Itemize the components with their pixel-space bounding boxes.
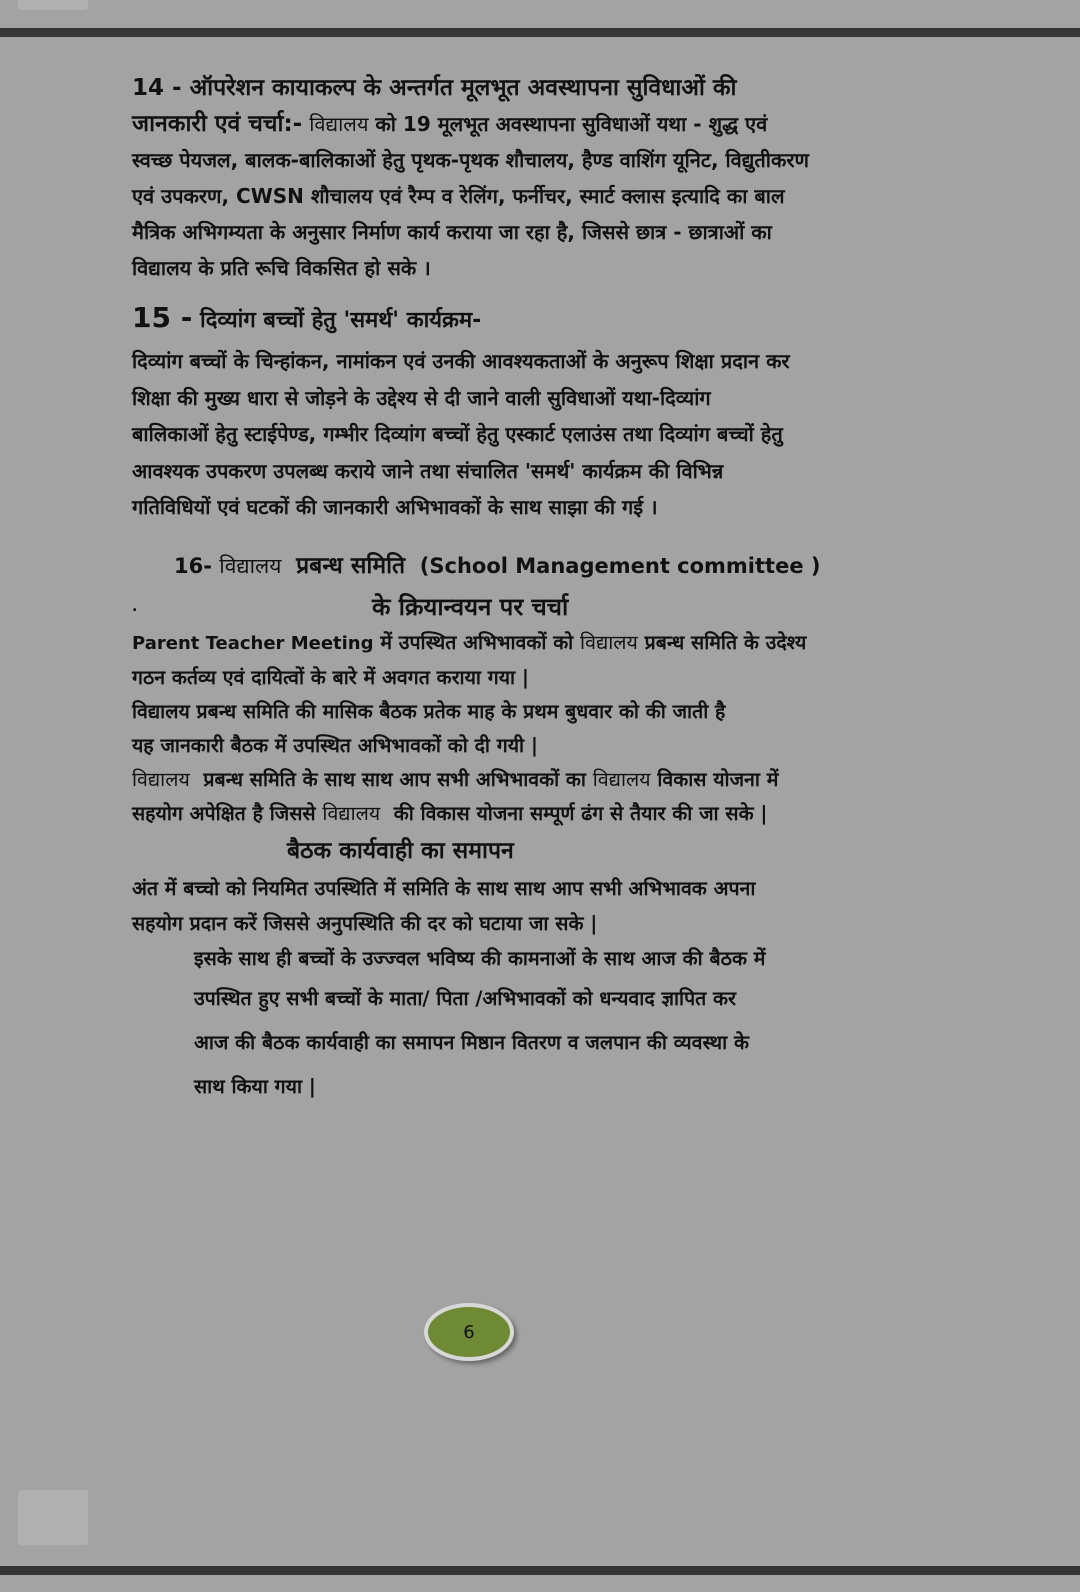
ptm-text: Parent Teacher Meeting (132, 632, 374, 654)
section-14-text: को 19 मूलभूत अवस्थापना सुविधाओं यथा - शुद्ध एवं (375, 112, 768, 136)
page-number-badge: 6 (424, 1303, 514, 1361)
section-16-number: 16- (174, 553, 212, 578)
section-15-line: दिव्यांग बच्चों के चिन्हांकन, नामांकन एवं उनकी आवश्यकताओं के अनुरूप शिक्षा प्रदान कर (132, 349, 790, 373)
section-16-line (132, 797, 962, 831)
section-16-vidyalay: विद्यालय (219, 553, 282, 578)
section-16-vidyalay: विद्यालय (580, 630, 638, 654)
section-15-line: गतिविधियों एवं घटकों की जानकारी अभिभावकों के साथ साझा की गई । (132, 495, 658, 519)
section-14-line: विद्यालय के प्रति रूचि विकसित हो सके । (132, 256, 431, 280)
scroll-bottom-tab (18, 1490, 88, 1545)
section-16-line (132, 763, 962, 797)
section-16-body (132, 626, 962, 831)
scroll-top-tab (18, 0, 88, 10)
section-16-text: प्रबन्ध समिति के उदेश्य (644, 630, 807, 654)
page-bottom-border (0, 1566, 1080, 1575)
section-15-line: आवश्यक उपकरण उपलब्ध कराये जाने तथा संचालित 'समर्थ' कार्यक्रम की विभिन्न (132, 458, 724, 483)
section-15-body (132, 343, 962, 526)
section-16-text: की विकास योजना सम्पूर्ण ढंग से तैयार की जा सके | (393, 801, 768, 825)
closing-indented-paragraph (132, 941, 962, 1109)
closing-line: सहयोग प्रदान करें जिससे अनुपस्थिति की दर को घटाया जा सके | (132, 911, 598, 935)
stray-dot: . (132, 598, 138, 615)
section-14-line (132, 106, 962, 142)
section-14 (132, 70, 962, 286)
section-16-vidyalay: विद्यालय (322, 801, 381, 825)
section-16-vidyalay: विद्यालय (592, 767, 651, 791)
section-14-line: मैत्रिक अभिगम्यता के अनुसार निर्माण कार्य कराया जा रहा है, जिससे छात्र - छात्राओं का (132, 220, 772, 244)
page-top-border (0, 28, 1080, 37)
closing-line: अंत में बच्चो को नियमित उपस्थिति में समिति के साथ साथ आप सभी अभिभावक अपना (132, 876, 756, 900)
section-16-heading (132, 544, 962, 588)
document-page (132, 70, 962, 1109)
section-16-line: यह जानकारी बैठक में उपस्थित अभिभावकों को दी गयी | (132, 733, 539, 757)
section-16-text: प्रबन्ध समिति के साथ साथ आप सभी अभिभावकों का (203, 767, 586, 791)
section-15-line: शिक्षा की मुख्य धारा से जोड़ने के उद्देश्य से दी जाने वाली सुविधाओं यथा-दिव्यांग (132, 385, 711, 410)
section-16-english: (School Management committee ) (419, 553, 821, 578)
section-16-vidyalay: विद्यालय (132, 767, 190, 791)
section-15-title: दिव्यांग बच्चों हेतु 'समर्थ' कार्यक्रम- (200, 308, 482, 333)
section-15-number: 15 - (132, 301, 193, 334)
closing-body (132, 871, 962, 941)
section-16-text: विकास योजना में (657, 767, 779, 791)
closing-line: आज की बैठक कार्यवाही का समापन मिष्ठान वितरण व जलपान की व्यवस्था के (194, 1030, 749, 1054)
section-16-text: सहयोग अपेक्षित है जिससे (132, 801, 316, 825)
section-14-heading-cont: जानकारी एवं चर्चा:- (132, 111, 303, 137)
section-14-line: एवं उपकरण, CWSN शौचालय एवं रैम्प व रेलिंग, फर्नीचर, स्मार्ट क्लास इत्यादि का बाल (132, 184, 785, 208)
section-14-heading: 14 - ऑपरेशन कायाकल्प के अन्तर्गत मूलभूत अवस्थापना सुविधाओं की (132, 75, 737, 101)
section-16-line: गठन कर्तव्य एवं दायित्वों के बारे में अवगत कराया गया | (132, 665, 529, 689)
section-16-samiti: प्रबन्ध समिति (296, 552, 406, 579)
section-15-heading (132, 296, 962, 343)
section-16-subheading (132, 588, 962, 626)
section-16-text: में उपस्थित अभिभावकों को (380, 630, 574, 654)
closing-line: साथ किया गया | (194, 1074, 316, 1098)
section-16-line: विद्यालय प्रबन्ध समिति की मासिक बैठक प्रतेक माह के प्रथम बुधवार को की जाती है (132, 699, 726, 723)
section-15-line: बालिकाओं हेतु स्टाईपेण्ड, गम्भीर दिव्यांग बच्चों हेतु एस्कार्ट एलाउंस तथा दिव्यांग बच्चों हेतु (132, 422, 783, 446)
closing-line: इसके साथ ही बच्चों के उज्ज्वल भविष्य की कामनाओं के साथ आज की बैठक में (194, 946, 766, 970)
section-14-line: स्वच्छ पेयजल, बालक-बालिकाओं हेतु पृथक-पृथक शौचालय, हैण्ड वाशिंग यूनिट, विद्युतीकरण (132, 148, 809, 172)
section-16-subtitle: के क्रियान्वयन पर चर्चा (372, 592, 569, 621)
section-14-word: विद्यालय (309, 112, 369, 136)
closing-heading: बैठक कार्यवाही का समापन (287, 837, 514, 864)
closing-line: उपस्थित हुए सभी बच्चों के माता/ पिता /अभिभावकों को धन्यवाद ज्ञापित कर (194, 986, 737, 1010)
section-16-line (132, 626, 962, 661)
